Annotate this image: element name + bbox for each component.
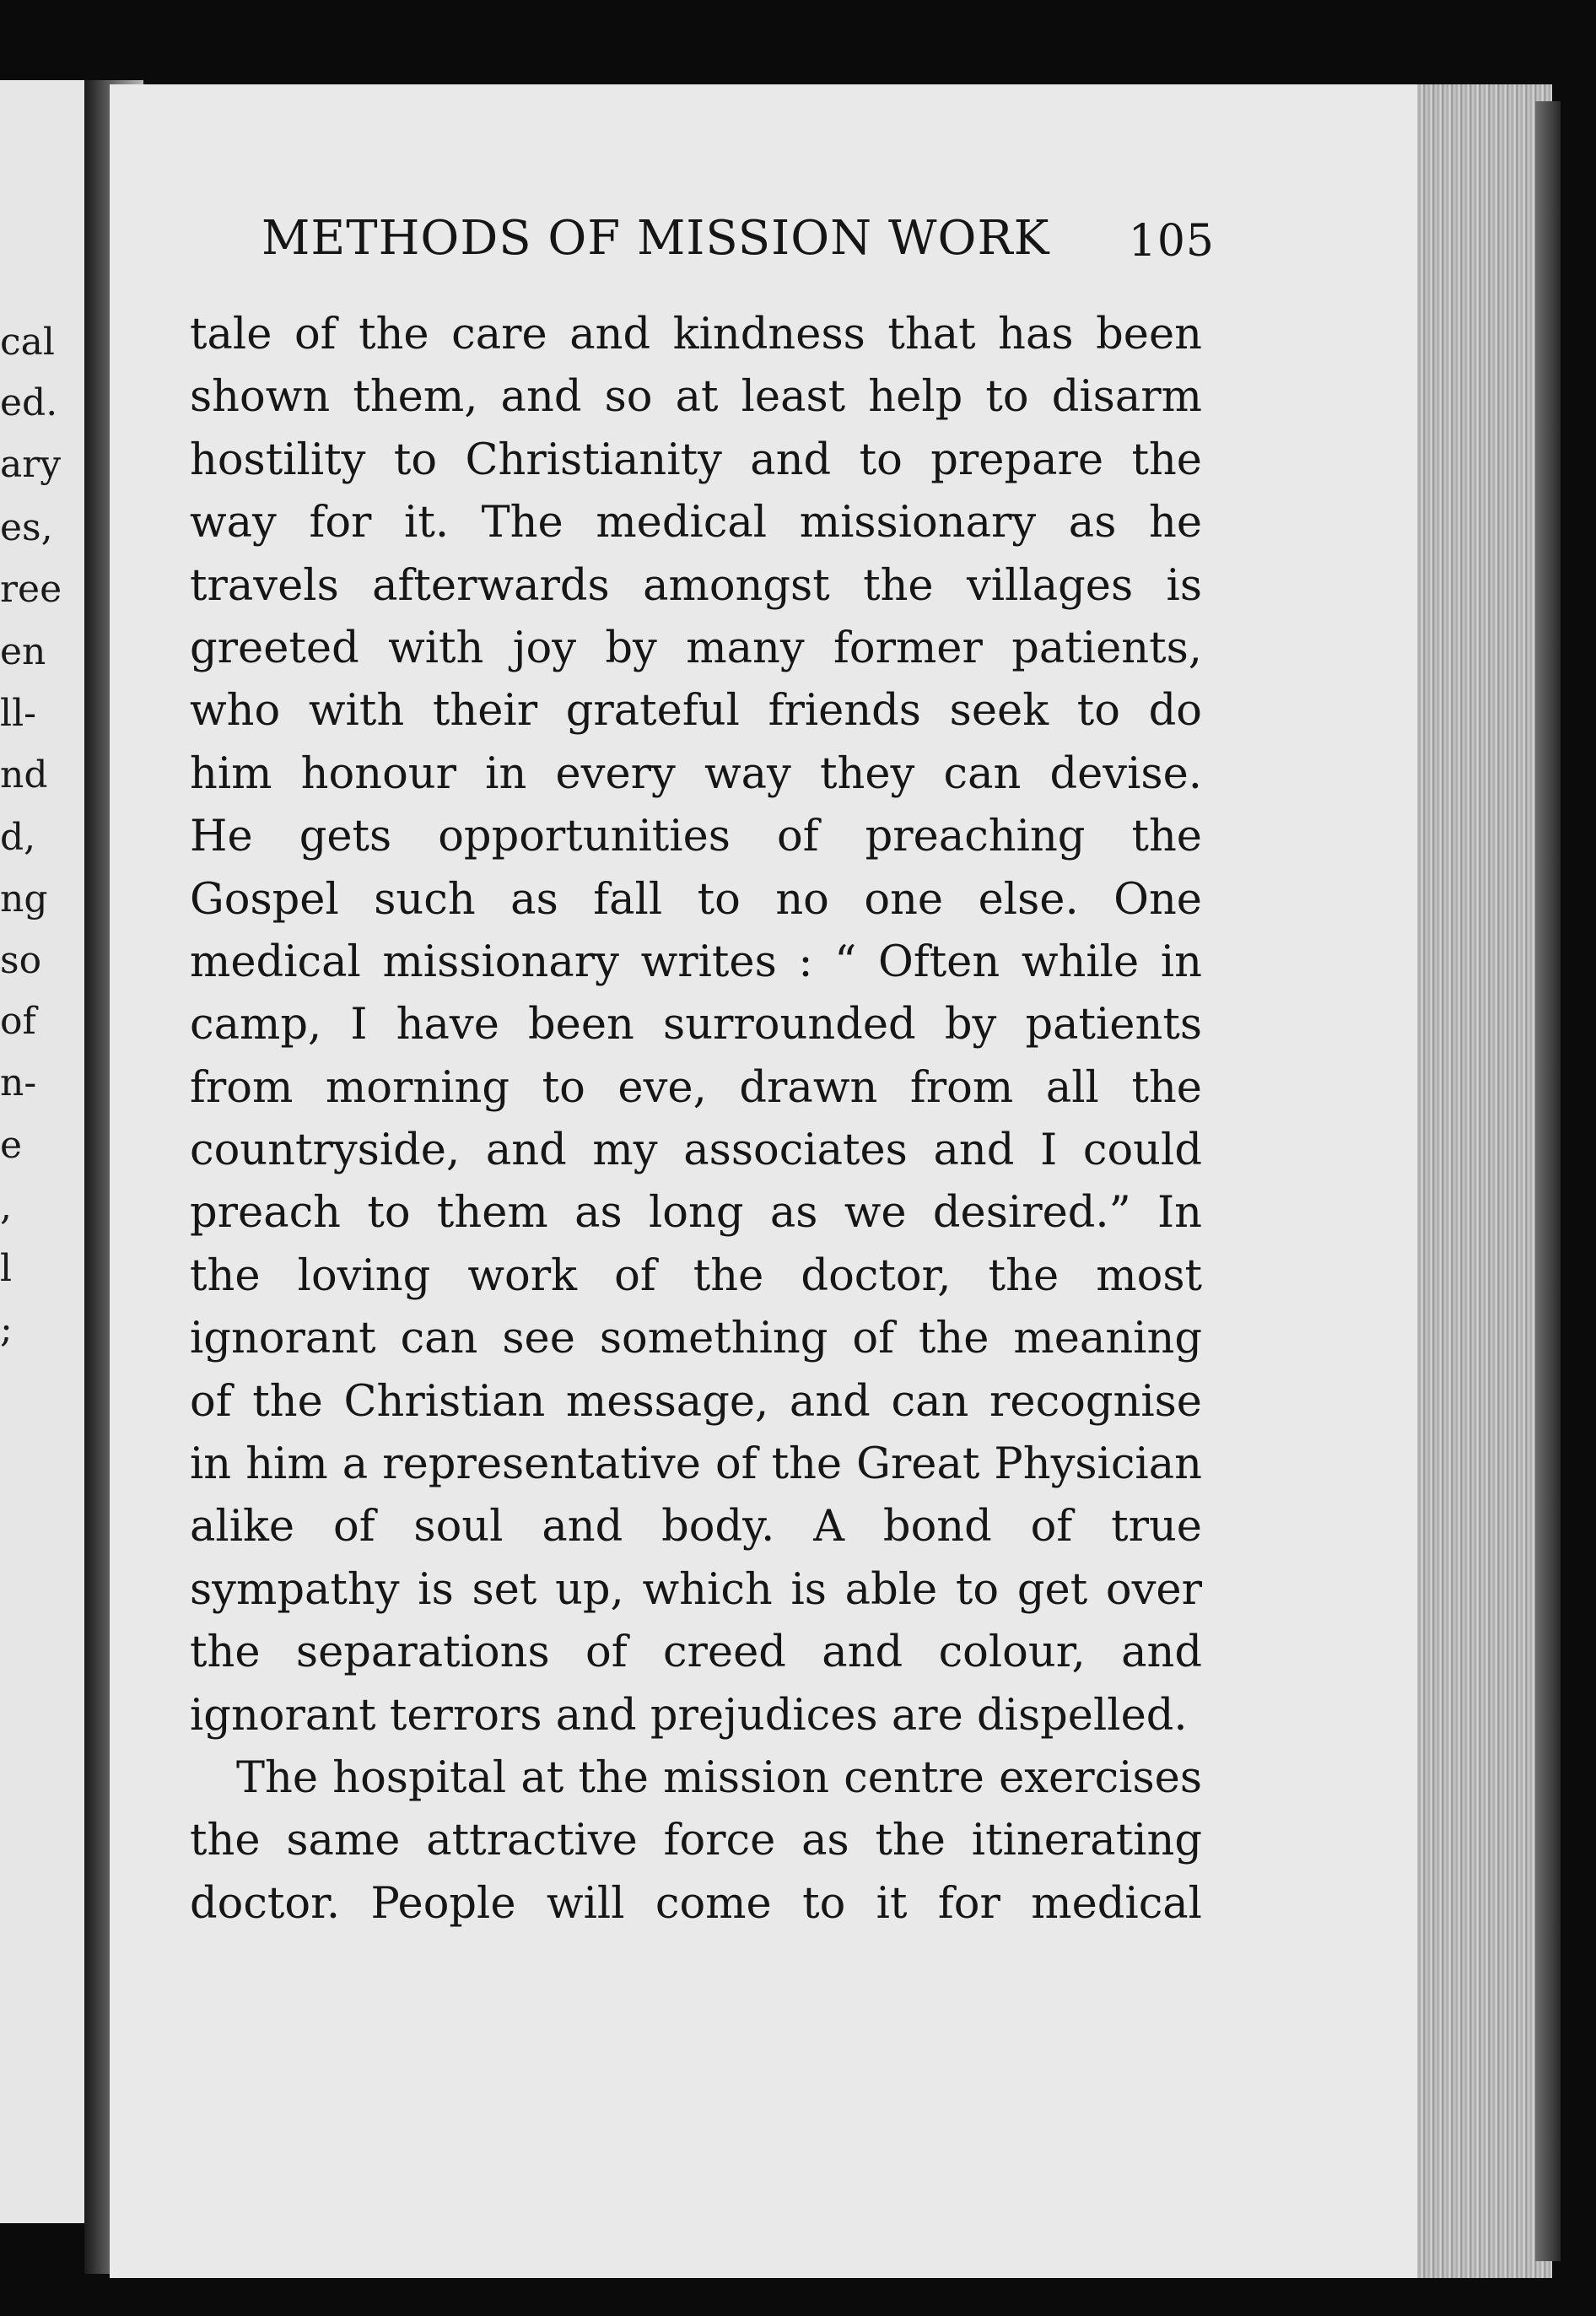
text-line: alike of soul and body. A bond of true	[190, 1502, 1202, 1552]
left-page-fragment: l	[0, 1247, 13, 1290]
left-facing-page	[0, 80, 93, 2223]
left-page-fragment: e	[0, 1124, 23, 1167]
left-page-fragment: cal	[0, 321, 55, 364]
text-line: Gospel such as fall to no one else. One	[190, 874, 1202, 925]
left-page-fragment: ;	[0, 1308, 13, 1351]
left-page-fragment: ed.	[0, 381, 58, 424]
text-line: medical missionary writes : “ Often while in	[190, 937, 1202, 987]
left-page-fragment: ary	[0, 443, 62, 486]
left-page-fragment: ree	[0, 568, 62, 611]
text-line: hostility to Christianity and to prepare the	[190, 435, 1202, 485]
text-line: He gets opportunities of preaching the	[190, 812, 1202, 862]
left-page-fragment: nd	[0, 753, 48, 796]
page-number: 105	[1128, 216, 1215, 267]
paragraph	[190, 1747, 1202, 1935]
text-line: ignorant terrors and prejudices are dispelled.	[190, 1690, 1188, 1741]
text-line: doctor. People will come to it for medical	[190, 1878, 1202, 1929]
text-line: tale of the care and kindness that has been	[190, 310, 1202, 359]
left-page-fragment: es,	[0, 506, 53, 549]
page-edges-shadow	[1535, 101, 1561, 2261]
body-text	[190, 304, 1202, 1935]
left-page-fragment: ng	[0, 877, 48, 920]
left-page-fragment: ll-	[0, 692, 37, 735]
text-line: who with their grateful friends seek to do	[190, 686, 1202, 737]
left-page-fragment: n-	[0, 1061, 37, 1104]
left-page-fragment: so	[0, 939, 42, 982]
text-line: of the Christian message, and can recognise	[190, 1376, 1202, 1427]
running-head-title: METHODS OF MISSION WORK	[262, 211, 1050, 266]
text-line: the separations of creed and colour, and	[190, 1628, 1202, 1678]
text-line: countryside, and my associates and I could	[190, 1126, 1202, 1176]
text-line: shown them, and so at least help to disarm	[190, 372, 1202, 423]
text-line: camp, I have been surrounded by patients	[190, 1000, 1202, 1050]
text-line: ignorant can see something of the meaning	[190, 1314, 1202, 1364]
text-line: sympathy is set up, which is able to get over	[190, 1564, 1202, 1615]
running-head	[262, 211, 1215, 278]
left-page-fragment: en	[0, 630, 46, 673]
text-line: preach to them as long as we desired.” In	[190, 1188, 1202, 1239]
text-line: in him a representative of the Great Physician	[190, 1439, 1202, 1490]
left-page-fragment: d,	[0, 816, 36, 859]
text-line: from morning to eve, drawn from all the	[190, 1062, 1202, 1113]
text-line: The hospital at the mission centre exercises	[236, 1752, 1202, 1803]
text-line: way for it. The medical missionary as he	[190, 498, 1202, 548]
left-page-fragment: ,	[0, 1185, 12, 1228]
text-line: him honour in every way they can devise.	[190, 748, 1202, 799]
page-edges	[1417, 84, 1552, 2278]
text-line: travels afterwards amongst the villages is	[190, 560, 1202, 611]
text-line: the loving work of the doctor, the most	[190, 1250, 1202, 1301]
text-line: the same attractive force as the itinerating	[190, 1816, 1202, 1866]
left-page-fragment: of	[0, 1000, 36, 1043]
paragraph	[190, 304, 1202, 1747]
text-line: greeted with joy by many former patients,	[190, 623, 1202, 673]
